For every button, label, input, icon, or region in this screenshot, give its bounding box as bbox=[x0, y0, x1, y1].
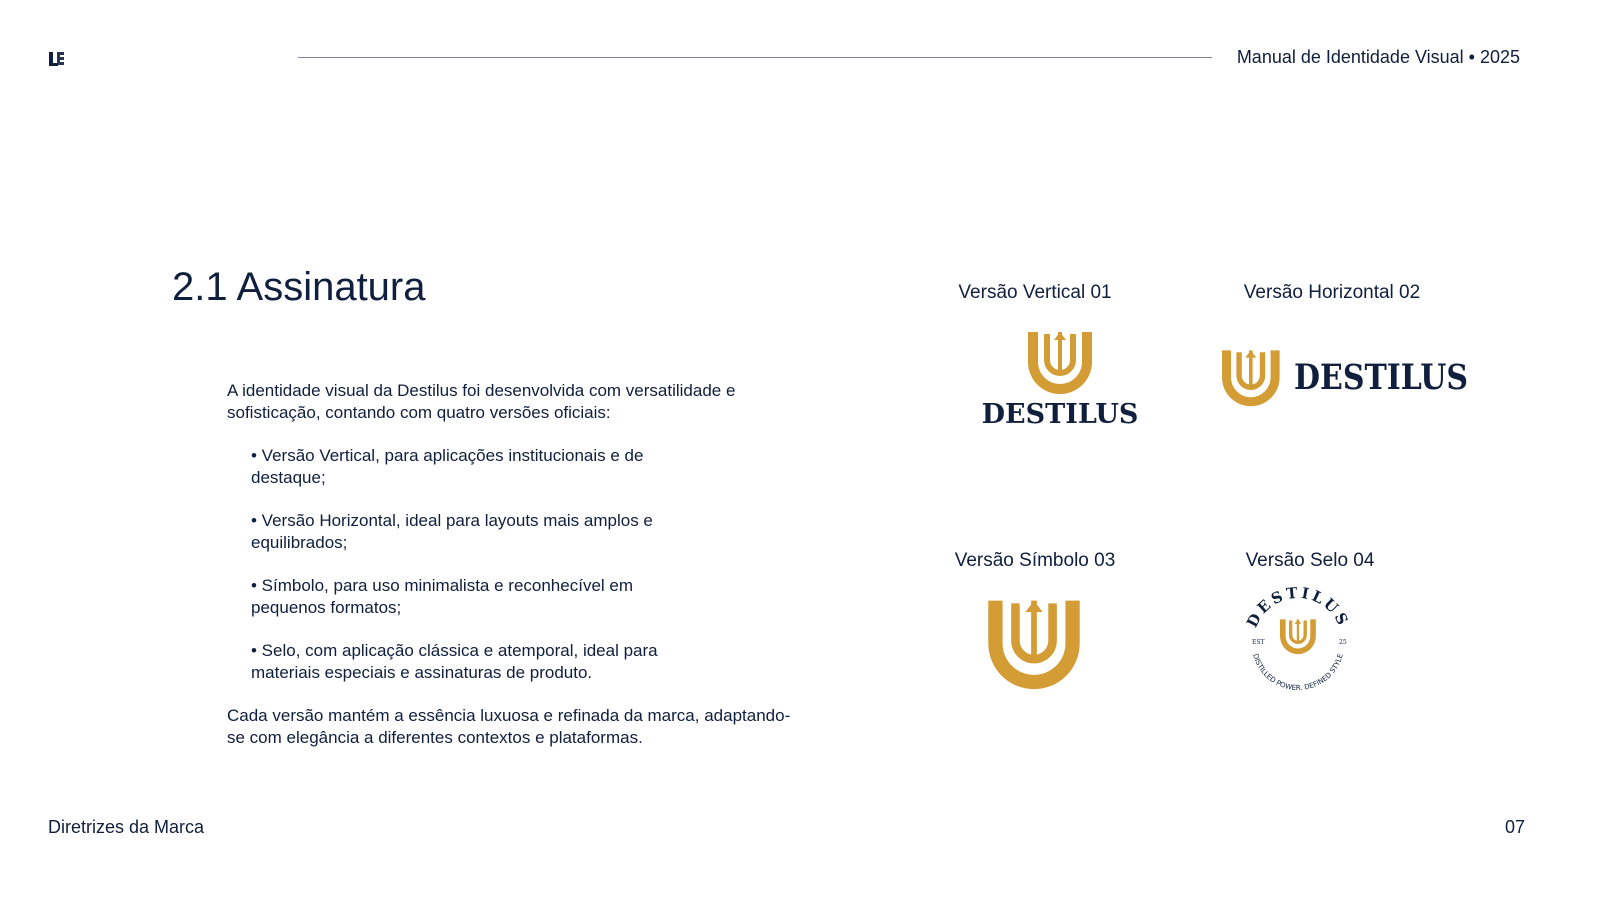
caption-seal: Versão Selo 04 bbox=[1245, 550, 1375, 571]
logo-horizontal-icon bbox=[1220, 343, 1470, 409]
seal-top-text: DESTILUS bbox=[1242, 583, 1354, 631]
wordmark: DESTILUS bbox=[1294, 357, 1468, 398]
seal-year-text: 25 bbox=[1339, 639, 1347, 646]
wordmark: DESTILUS bbox=[981, 399, 1139, 430]
document-title: Manual de Identidade Visual • 2025 bbox=[1236, 47, 1520, 67]
caption-vertical: Versão Vertical 01 bbox=[958, 282, 1112, 303]
version-list bbox=[227, 445, 807, 684]
brand-monogram-icon bbox=[48, 50, 66, 68]
closing-paragraph: Cada versão mantém a essência luxuosa e refinada da marca, adaptando-se com elegância a diferentes contextos e plataformas. bbox=[227, 706, 791, 747]
logo-seal-icon bbox=[1236, 580, 1360, 704]
svg-text:DISTILLED POWER. DEFINED STYLE bbox=[1251, 653, 1345, 692]
list-item: • Versão Vertical, para aplicações institucionais e de destaque; bbox=[251, 446, 644, 487]
seal-est-text: EST bbox=[1252, 639, 1265, 646]
list-item: • Versão Horizontal, ideal para layouts mais amplos e equilibrados; bbox=[251, 511, 653, 552]
list-item: • Símbolo, para uso minimalista e reconhecível em pequenos formatos; bbox=[251, 576, 634, 617]
header-divider bbox=[298, 57, 1212, 58]
page-number: 07 bbox=[1504, 817, 1525, 837]
logo-vertical-icon bbox=[981, 326, 1139, 436]
caption-symbol: Versão Símbolo 03 bbox=[954, 550, 1116, 571]
caption-horizontal: Versão Horizontal 02 bbox=[1243, 282, 1421, 303]
seal-bottom-text: DISTILLED POWER. DEFINED STYLE bbox=[1251, 652, 1345, 693]
footer-section-label: Diretrizes da Marca bbox=[48, 817, 205, 837]
intro-paragraph: A identidade visual da Destilus foi desenvolvida com versatilidade e sofisticação, contando com quatro versões oficiais: bbox=[227, 381, 736, 422]
list-item: • Selo, com aplicação clássica e atemporal, ideal para materiais especiais e assinaturas de produto. bbox=[251, 641, 658, 682]
logo-symbol-icon bbox=[986, 592, 1082, 692]
page-title: 2.1 Assinatura bbox=[172, 265, 426, 309]
description-text bbox=[227, 380, 807, 770]
